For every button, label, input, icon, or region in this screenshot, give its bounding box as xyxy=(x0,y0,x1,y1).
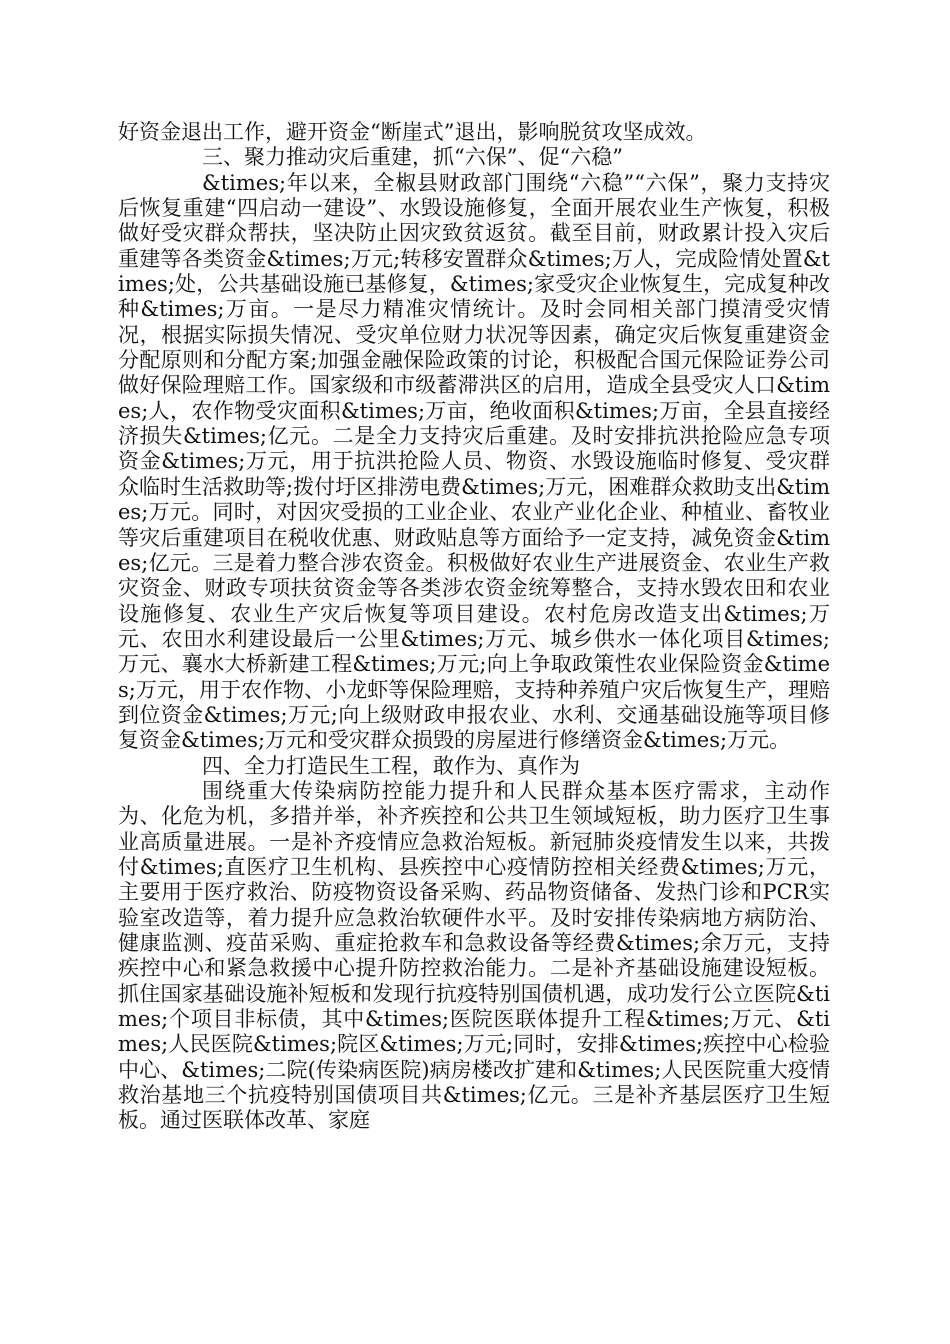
section-heading-4: 四、全力打造民生工程，敢作为、真作为 xyxy=(202,753,580,778)
paragraph-section-3: &times;年以来，全椒县财政部门围绕“六稳”“六保”，聚力支持灾后恢复重建“四启动一建设”、水毁设施修复，全面开展农业生产恢复，积极做好受灾群众帮扶，坚决防止因灾致贫返贫。截至目前，财政累计投入灾后重建等各类资金&times;万元;转移安置群众&times;万人，完成险情处置&times;处，公共基础设施已基修复，&times;家受灾企业恢复生，完成复种改种&times;万亩。一是尽力精准灾情统计。及时会同相关部门摸清受灾情况，根据实际损失情况、受灾单位财力状况等因素，确定灾后恢复重建资金分配原则和分配方案;加强金融保险政策的讨论，积极配合国元保险证券公司做好保险理赔工作。国家级和市级蓄滞洪区的启用，造成全县受灾人口&times;人，农作物受灾面积&times;万亩，绝收面积&times;万亩，全县直接经济损失&times;亿元。二是全力支持灾后重建。及时安排抗洪抢险应急专项资金&times;万元，用于抗洪抢险人员、物资、水毁设施临时修复、受灾群众临时生活救助等;拨付圩区排涝电费&times;万元，困难群众救助支出&times;万元。同时，对因灾受损的工业企业、农业产业化企业、种植业、畜牧业等灾后重建项目在税收优惠、财政贴息等方面给予一定支持，减免资金&times;亿元。三是着力整合涉农资金。积极做好农业生产进展资金、农业生产救灾资金、财政专项扶贫资金等各类涉农资金统筹整合，支持水毁农田和农业设施修复、农业生产灾后恢复等项目建设。农村危房改造支出&times;万元、农田水利建设最后一公里&times;万元、城乡供水一体化项目&times;万元、襄水大桥新建工程&times;万元;向上争取政策性农业保险资金&times;万元，用于农作物、小龙虾等保险理赔，支持种养殖户灾后恢复生产，理赔到位资金&times;万元;向上级财政申报农业、水利、交通基础设施等项目修复资金&times;万元和受灾群众损毁的房屋进行修缮资金&times;万元。 xyxy=(118,170,830,753)
document-body xyxy=(118,120,830,1134)
paragraph-continuation: 好资金退出工作，避开资金“断崖式”退出，影响脱贫攻坚成效。 xyxy=(118,120,707,144)
paragraph-section-4: 围绕重大传染病防控能力提升和人民群众基本医疗需求，主动作为、化危为机，多措并举，补齐疾控和公共卫生领域短板，助力医疗卫生事业高质量进展。一是补齐疫情应急救治短板。新冠肺炎疫情发生以来，共拨付&times;直医疗卫生机构、县疾控中心疫情防控相关经费&times;万元，主要用于医疗救治、防疫物资设备采购、药品物资储备、发热门诊和PCR实验室改造等，着力提升应急救治软硬件水平。及时安排传染病地方病防治、健康监测、疫苗采购、重症抢救车和急救设备等经费&times;余万元，支持疾控中心和紧急救援中心提升防控救治能力。二是补齐基础设施建设短板。抓住国家基础设施补短板和发现行抗疫特别国债机遇，成功发行公立医院&times;个项目非标债，其中&times;医院医联体提升工程&times;万元、&times;人民医院&times;院区&times;万元;同时，安排&times;疾控中心检验中心、&times;二院(传染病医院)病房楼改扩建和&times;人民医院重大疫情救治基地三个抗疫特别国债项目共&times;亿元。三是补齐基层医疗卫生短板。通过医联体改革、家庭 xyxy=(118,778,830,1133)
section-heading-3: 三、聚力推动灾后重建，抓“六保”、促“六稳” xyxy=(202,145,623,170)
